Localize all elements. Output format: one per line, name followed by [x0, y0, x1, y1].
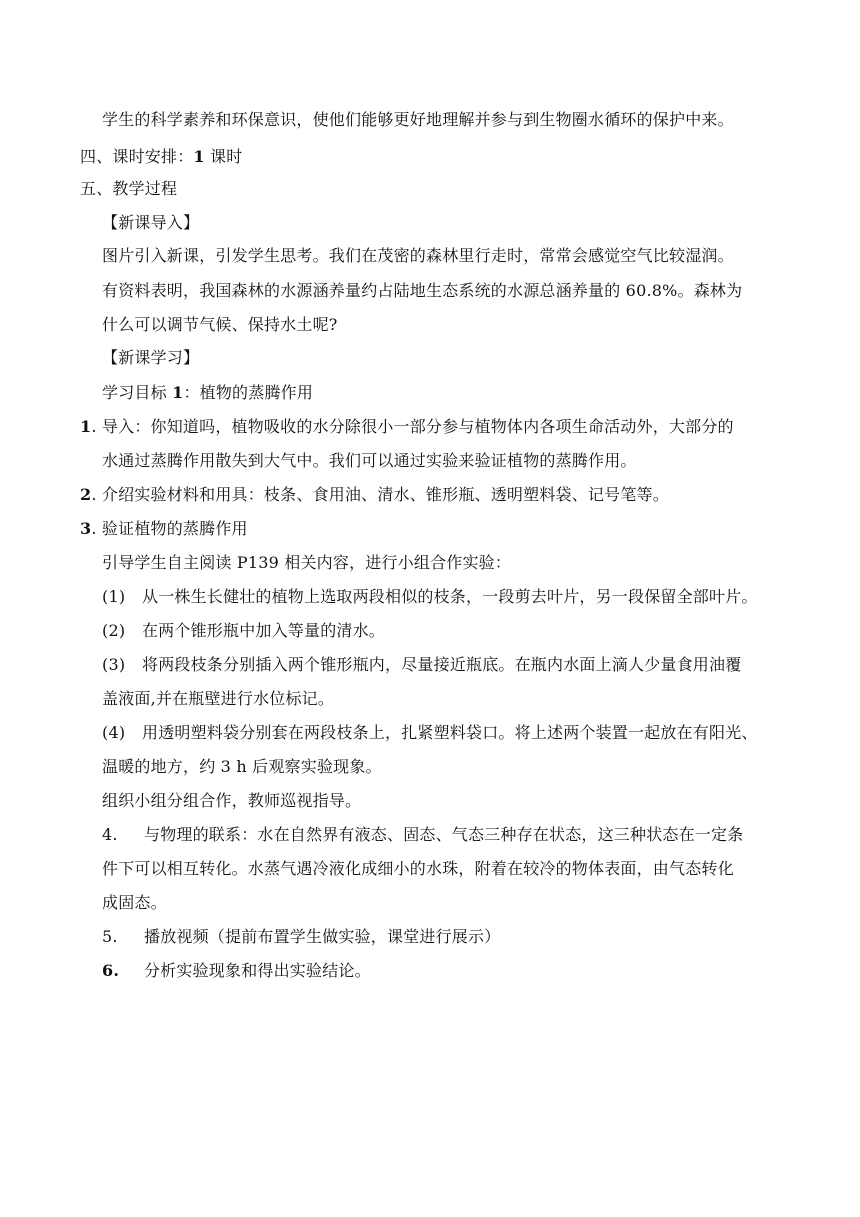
- section-4-value: 1: [193, 147, 205, 166]
- step-4: [102, 722, 758, 744]
- step-3-text-2: 盖液面,并在瓶壁进行水位标记。: [102, 689, 335, 708]
- paragraph-line: [102, 280, 742, 302]
- new-lesson-intro-heading-text: 【新课导入】: [102, 213, 200, 232]
- new-lesson-intro-heading: [102, 212, 199, 234]
- new-lesson-study-heading-text: 【新课学习】: [102, 348, 200, 367]
- item-3-line-1: . 验证植物的蒸腾作用: [91, 519, 248, 538]
- list-item-2: [80, 484, 669, 506]
- list-item-6: [102, 960, 371, 982]
- list-item-1: [80, 416, 734, 438]
- learning-goal: [102, 382, 313, 404]
- step-2: [102, 620, 385, 642]
- paragraph-line: [102, 245, 734, 267]
- item-1-line-1: . 导入：你知道吗，植物吸收的水分除很小一部分参与植物体内各项生命活动外，大部分的: [91, 417, 734, 436]
- organize-text: 组织小组分组合作，教师巡视指导。: [102, 791, 362, 810]
- paragraph-line: [102, 314, 338, 336]
- item-1-line-2: 水通过蒸腾作用散失到大气中。我们可以通过实验来验证植物的蒸腾作用。: [102, 451, 637, 470]
- step-1: [102, 586, 758, 608]
- goal-text: ：植物的蒸腾作用: [183, 383, 314, 402]
- step-4-text: 用透明塑料袋分别套在两段枝条上，扎紧塑料袋口。将上述两个装置一起放在有阳光、: [142, 723, 758, 742]
- step-3-text: 将两段枝条分别插入两个锥形瓶内，尽量接近瓶底。在瓶内水面上滴人少量食用油覆: [142, 655, 742, 674]
- section-4-heading: [80, 146, 242, 168]
- item-6-line-1: 分析实验现象和得出实验结论。: [144, 961, 371, 980]
- item-4-line-3: 成固态。: [102, 893, 167, 912]
- paragraph-line: [102, 552, 511, 574]
- intro-line-2: 有资料表明，我国森林的水源涵养量约占陆地生态系统的水源总涵养量的 60.8%。森林为: [102, 281, 743, 300]
- intro-line-1: 图片引入新课，引发学生思考。我们在茂密的森林里行走时，常常会感觉空气比较湿润。: [102, 246, 734, 265]
- step-2-number: (2): [102, 621, 126, 640]
- item-6-number: 6.: [102, 961, 120, 980]
- step-2-text: 在两个锥形瓶中加入等量的清水。: [142, 621, 386, 640]
- item-1-number: 1: [80, 417, 92, 436]
- step-1-number: (1): [102, 587, 126, 606]
- section-4-label: 四、课时安排：: [80, 147, 194, 166]
- item-4-line-1: 与物理的联系：水在自然界有液态、固态、气态三种存在状态，这三种状态在一定条: [144, 825, 744, 844]
- paragraph-line: [102, 892, 167, 914]
- intro-line-3: 什么可以调节气候、保持水土呢?: [102, 315, 338, 334]
- paragraph-line: [102, 756, 382, 778]
- item-2-line-1: . 介绍实验材料和用具：枝条、食用油、清水、锥形瓶、透明塑料袋、记号笔等。: [91, 485, 669, 504]
- item-4-number: 4.: [102, 825, 118, 844]
- item-5-number: 5.: [102, 927, 118, 946]
- step-4-text-2: 温暖的地方，约 3 h 后观察实验现象。: [102, 757, 382, 776]
- intro-tail-text: 学生的科学素养和环保意识，使他们能够更好地理解并参与到生物圈水循环的保护中来。: [102, 110, 734, 129]
- section-5-label: 五、教学过程: [80, 179, 178, 198]
- list-item-3: [80, 518, 248, 540]
- paragraph-line: [102, 790, 361, 812]
- item-4-line-2: 件下可以相互转化。水蒸气遇冷液化成细小的水珠，附着在较冷的物体表面，由气态转化: [102, 859, 734, 878]
- list-item-4: [102, 824, 743, 846]
- new-lesson-study-heading: [102, 347, 199, 369]
- paragraph-line: [102, 450, 637, 472]
- item-3-number: 3: [80, 519, 92, 538]
- list-item-5: [102, 926, 500, 948]
- goal-label: 学习目标: [102, 383, 173, 402]
- item-2-number: 2: [80, 485, 92, 504]
- item-5-line-1: 播放视频（提前布置学生做实验，课堂进行展示）: [144, 927, 501, 946]
- step-4-number: (4): [102, 723, 126, 742]
- paragraph-line: [102, 688, 334, 710]
- step-3-number: (3): [102, 655, 126, 674]
- step-1-text: 从一株生长健壮的植物上选取两段相似的枝条，一段剪去叶片，另一段保留全部叶片。: [142, 587, 758, 606]
- step-3: [102, 654, 741, 676]
- paragraph-line: [102, 858, 734, 880]
- goal-number: 1: [172, 383, 184, 402]
- section-4-unit: 课时: [210, 147, 243, 166]
- guide-text: 引导学生自主阅读 P139 相关内容，进行小组合作实验：: [102, 553, 512, 572]
- paragraph-line: [102, 109, 734, 131]
- section-5-heading: [80, 178, 177, 200]
